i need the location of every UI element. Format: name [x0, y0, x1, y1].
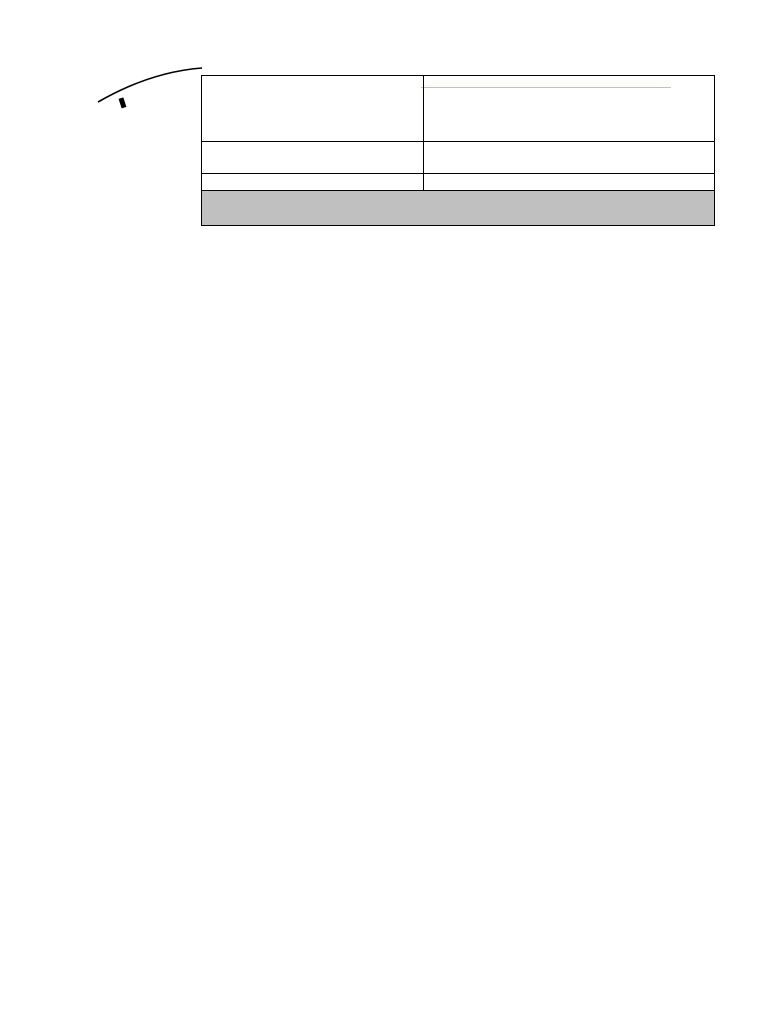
compulsory-requirements-row [202, 141, 715, 173]
rfq-details-table [201, 75, 715, 226]
nb-warning [165, 592, 685, 608]
additional-requirements-row [202, 174, 715, 191]
deposit-banner-row [202, 190, 715, 225]
additional-requirements-value [424, 174, 715, 191]
deposit-instructions [202, 190, 715, 225]
joburg-logo [80, 66, 205, 178]
description-row [202, 76, 715, 142]
